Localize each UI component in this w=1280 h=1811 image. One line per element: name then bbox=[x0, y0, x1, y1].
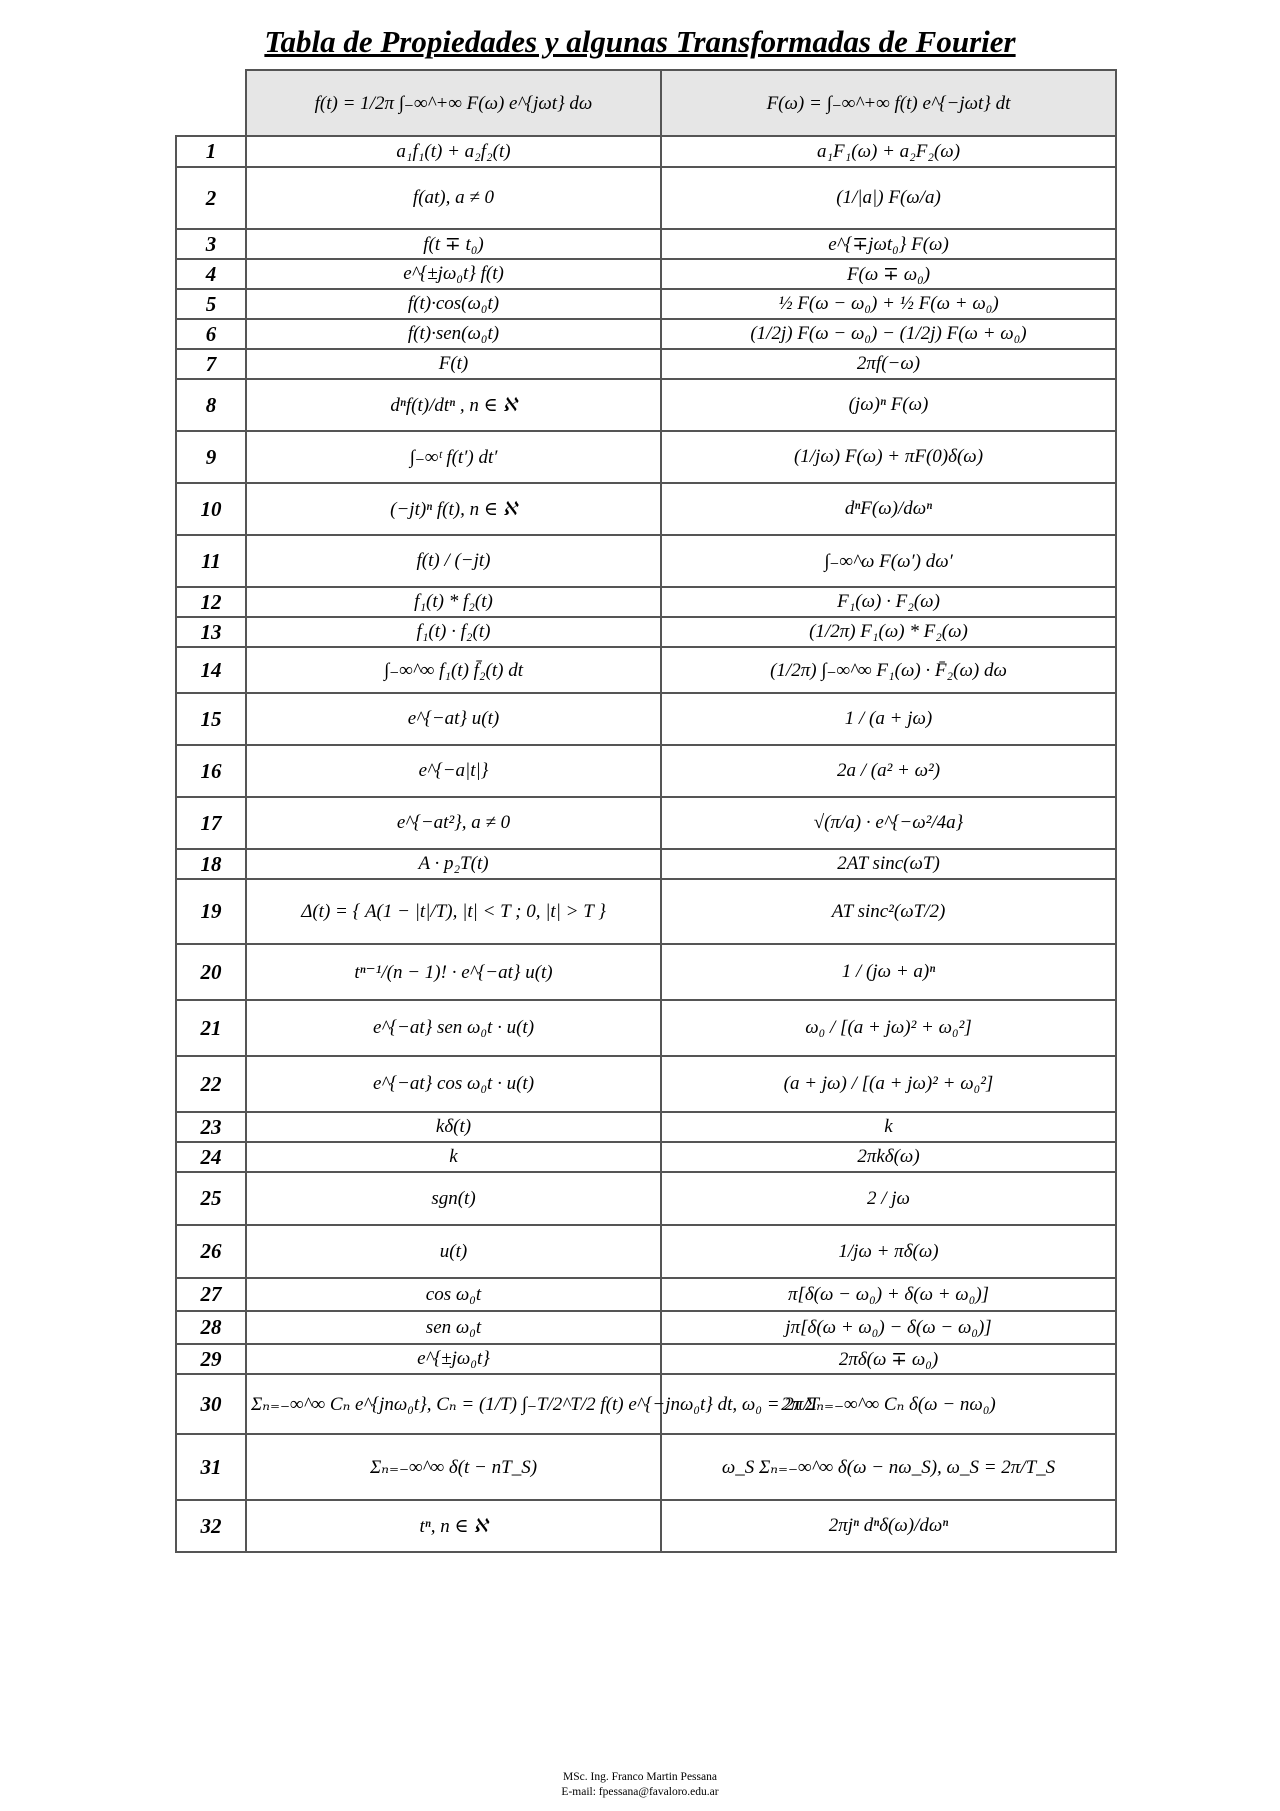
row-number: 23 bbox=[176, 1112, 246, 1142]
row-number: 19 bbox=[176, 879, 246, 944]
row-number: 7 bbox=[176, 349, 246, 379]
fourier-transform: ∫₋∞^ω F(ω′) dω′ bbox=[661, 535, 1116, 587]
time-function: f(t)·sen(ω₀t) bbox=[246, 319, 661, 349]
fourier-transform: a₁F₁(ω) + a₂F₂(ω) bbox=[661, 136, 1116, 167]
table-row bbox=[176, 1112, 1116, 1142]
fourier-transform: √(π/a) · e^{−ω²/4a} bbox=[661, 797, 1116, 849]
row-number: 32 bbox=[176, 1500, 246, 1552]
row-number: 13 bbox=[176, 617, 246, 647]
fourier-transform: 1 / (a + jω) bbox=[661, 693, 1116, 745]
row-number: 14 bbox=[176, 647, 246, 693]
fourier-transform: 1 / (jω + a)ⁿ bbox=[661, 944, 1116, 1000]
table-row bbox=[176, 647, 1116, 693]
table-row bbox=[176, 289, 1116, 319]
time-function: ∫₋∞ᵗ f(t′) dt′ bbox=[246, 431, 661, 483]
row-number: 12 bbox=[176, 587, 246, 617]
fourier-transform: ½ F(ω − ω₀) + ½ F(ω + ω₀) bbox=[661, 289, 1116, 319]
fourier-transform: AT sinc²(ωT/2) bbox=[661, 879, 1116, 944]
table-row bbox=[176, 849, 1116, 879]
time-function: f₁(t) · f₂(t) bbox=[246, 617, 661, 647]
fourier-transform: 2π Σₙ₌₋∞^∞ Cₙ δ(ω − nω₀) bbox=[661, 1374, 1116, 1434]
fourier-transform: F(ω ∓ ω₀) bbox=[661, 259, 1116, 289]
time-function: Δ(t) = { A(1 − |t|/T), |t| < T ; 0, |t| > T } bbox=[246, 879, 661, 944]
footer-author: MSc. Ing. Franco Martin Pessana bbox=[563, 1771, 717, 1783]
header-time-domain bbox=[246, 70, 661, 136]
table-row bbox=[176, 944, 1116, 1000]
page-title: Tabla de Propiedades y algunas Transformadas de Fourier bbox=[264, 24, 1016, 59]
table-row bbox=[176, 229, 1116, 259]
table-row bbox=[176, 745, 1116, 797]
fourier-transform: (jω)ⁿ F(ω) bbox=[661, 379, 1116, 431]
table-row bbox=[176, 587, 1116, 617]
row-number: 30 bbox=[176, 1374, 246, 1434]
fourier-transform: 2πδ(ω ∓ ω₀) bbox=[661, 1344, 1116, 1374]
table-row bbox=[176, 1434, 1116, 1500]
time-function: e^{±jω₀t} f(t) bbox=[246, 259, 661, 289]
time-function: e^{−at} sen ω₀t · u(t) bbox=[246, 1000, 661, 1056]
row-number: 10 bbox=[176, 483, 246, 535]
row-number: 4 bbox=[176, 259, 246, 289]
fourier-transform: 2AT sinc(ωT) bbox=[661, 849, 1116, 879]
header-blank-cell bbox=[176, 70, 246, 136]
time-function: e^{−a|t|} bbox=[246, 745, 661, 797]
row-number: 27 bbox=[176, 1278, 246, 1311]
row-number: 18 bbox=[176, 849, 246, 879]
footer bbox=[0, 1770, 1280, 1800]
fourier-transform: e^{∓jωt₀} F(ω) bbox=[661, 229, 1116, 259]
row-number: 29 bbox=[176, 1344, 246, 1374]
table-row bbox=[176, 167, 1116, 229]
table-row bbox=[176, 797, 1116, 849]
time-function: cos ω₀t bbox=[246, 1278, 661, 1311]
row-number: 16 bbox=[176, 745, 246, 797]
table-row bbox=[176, 1278, 1116, 1311]
table-row bbox=[176, 319, 1116, 349]
row-number: 9 bbox=[176, 431, 246, 483]
table-row bbox=[176, 1172, 1116, 1225]
table-row bbox=[176, 379, 1116, 431]
fourier-transform: (1/|a|) F(ω/a) bbox=[661, 167, 1116, 229]
time-function: f(t ∓ t₀) bbox=[246, 229, 661, 259]
fourier-transform: ω₀ / [(a + jω)² + ω₀²] bbox=[661, 1000, 1116, 1056]
row-number: 2 bbox=[176, 167, 246, 229]
time-function: f₁(t) * f₂(t) bbox=[246, 587, 661, 617]
table-row bbox=[176, 1344, 1116, 1374]
time-function: F(t) bbox=[246, 349, 661, 379]
time-function: f(t)·cos(ω₀t) bbox=[246, 289, 661, 319]
table-row bbox=[176, 1374, 1116, 1434]
time-function: f(t) / (−jt) bbox=[246, 535, 661, 587]
row-number: 26 bbox=[176, 1225, 246, 1278]
row-number: 21 bbox=[176, 1000, 246, 1056]
fourier-transform: dⁿF(ω)/dωⁿ bbox=[661, 483, 1116, 535]
table-row bbox=[176, 259, 1116, 289]
time-function: e^{±jω₀t} bbox=[246, 1344, 661, 1374]
time-function: Σₙ₌₋∞^∞ Cₙ e^{jnω₀t}, Cₙ = (1/T) ∫₋T/2^T/2 f(t) e^{−jnω₀t} dt, ω₀ = 2π/T bbox=[246, 1374, 661, 1434]
time-function: u(t) bbox=[246, 1225, 661, 1278]
table-row bbox=[176, 483, 1116, 535]
time-function: sgn(t) bbox=[246, 1172, 661, 1225]
row-number: 8 bbox=[176, 379, 246, 431]
row-number: 22 bbox=[176, 1056, 246, 1112]
time-function: (−jt)ⁿ f(t), n ∈ ℵ bbox=[246, 483, 661, 535]
time-function: e^{−at} cos ω₀t · u(t) bbox=[246, 1056, 661, 1112]
time-function: e^{−at} u(t) bbox=[246, 693, 661, 745]
fourier-transform: 1/jω + πδ(ω) bbox=[661, 1225, 1116, 1278]
row-number: 1 bbox=[176, 136, 246, 167]
table-row bbox=[176, 693, 1116, 745]
fourier-transform: (1/2π) F₁(ω) * F₂(ω) bbox=[661, 617, 1116, 647]
table-row bbox=[176, 136, 1116, 167]
row-number: 25 bbox=[176, 1172, 246, 1225]
fourier-transform: 2a / (a² + ω²) bbox=[661, 745, 1116, 797]
time-function: sen ω₀t bbox=[246, 1311, 661, 1344]
row-number: 28 bbox=[176, 1311, 246, 1344]
fourier-table bbox=[175, 69, 1117, 1553]
time-function: a₁f₁(t) + a₂f₂(t) bbox=[246, 136, 661, 167]
fourier-transform: 2 / jω bbox=[661, 1172, 1116, 1225]
row-number: 24 bbox=[176, 1142, 246, 1172]
table-row bbox=[176, 349, 1116, 379]
time-function: tⁿ, n ∈ ℵ bbox=[246, 1500, 661, 1552]
time-function: dⁿf(t)/dtⁿ , n ∈ ℵ bbox=[246, 379, 661, 431]
row-number: 31 bbox=[176, 1434, 246, 1500]
fourier-transform: 2πf(−ω) bbox=[661, 349, 1116, 379]
fourier-transform: F₁(ω) · F₂(ω) bbox=[661, 587, 1116, 617]
fourier-transform: 2πjⁿ dⁿδ(ω)/dωⁿ bbox=[661, 1500, 1116, 1552]
fourier-transform: π[δ(ω − ω₀) + δ(ω + ω₀)] bbox=[661, 1278, 1116, 1311]
time-function: ∫₋∞^∞ f₁(t) f̄₂(t) dt bbox=[246, 647, 661, 693]
table-row bbox=[176, 1142, 1116, 1172]
fourier-transform: 2πkδ(ω) bbox=[661, 1142, 1116, 1172]
time-function: e^{−at²}, a ≠ 0 bbox=[246, 797, 661, 849]
frequency-domain-definition: F(ω) = ∫₋∞^+∞ f(t) e^{−jωt} dt bbox=[766, 92, 1011, 114]
time-function: A · p₂T(t) bbox=[246, 849, 661, 879]
footer-email: E-mail: fpessana@favaloro.edu.ar bbox=[561, 1786, 719, 1798]
table-row bbox=[176, 535, 1116, 587]
row-number: 11 bbox=[176, 535, 246, 587]
table-row bbox=[176, 1311, 1116, 1344]
time-function: tⁿ⁻¹/(n − 1)! · e^{−at} u(t) bbox=[246, 944, 661, 1000]
row-number: 5 bbox=[176, 289, 246, 319]
fourier-transform: (1/2π) ∫₋∞^∞ F₁(ω) · F̄₂(ω) dω bbox=[661, 647, 1116, 693]
header-frequency-domain bbox=[661, 70, 1116, 136]
fourier-transform: (1/jω) F(ω) + πF(0)δ(ω) bbox=[661, 431, 1116, 483]
fourier-transform: jπ[δ(ω + ω₀) − δ(ω − ω₀)] bbox=[661, 1311, 1116, 1344]
time-function: k bbox=[246, 1142, 661, 1172]
row-number: 15 bbox=[176, 693, 246, 745]
time-function: f(at), a ≠ 0 bbox=[246, 167, 661, 229]
row-number: 6 bbox=[176, 319, 246, 349]
table-row bbox=[176, 1500, 1116, 1552]
table-row bbox=[176, 1056, 1116, 1112]
time-function: Σₙ₌₋∞^∞ δ(t − nT_S) bbox=[246, 1434, 661, 1500]
table-row bbox=[176, 1225, 1116, 1278]
fourier-transform: (1/2j) F(ω − ω₀) − (1/2j) F(ω + ω₀) bbox=[661, 319, 1116, 349]
table-row bbox=[176, 431, 1116, 483]
table-row bbox=[176, 879, 1116, 944]
fourier-transform: k bbox=[661, 1112, 1116, 1142]
time-function: kδ(t) bbox=[246, 1112, 661, 1142]
fourier-transform: (a + jω) / [(a + jω)² + ω₀²] bbox=[661, 1056, 1116, 1112]
row-number: 20 bbox=[176, 944, 246, 1000]
row-number: 17 bbox=[176, 797, 246, 849]
time-domain-definition: f(t) = 1/2π ∫₋∞^+∞ F(ω) e^{jωt} dω bbox=[314, 92, 593, 114]
fourier-transform: ω_S Σₙ₌₋∞^∞ δ(ω − nω_S), ω_S = 2π/T_S bbox=[661, 1434, 1116, 1500]
table-row bbox=[176, 617, 1116, 647]
row-number: 3 bbox=[176, 229, 246, 259]
table-header-row bbox=[176, 70, 1116, 136]
table-row bbox=[176, 1000, 1116, 1056]
